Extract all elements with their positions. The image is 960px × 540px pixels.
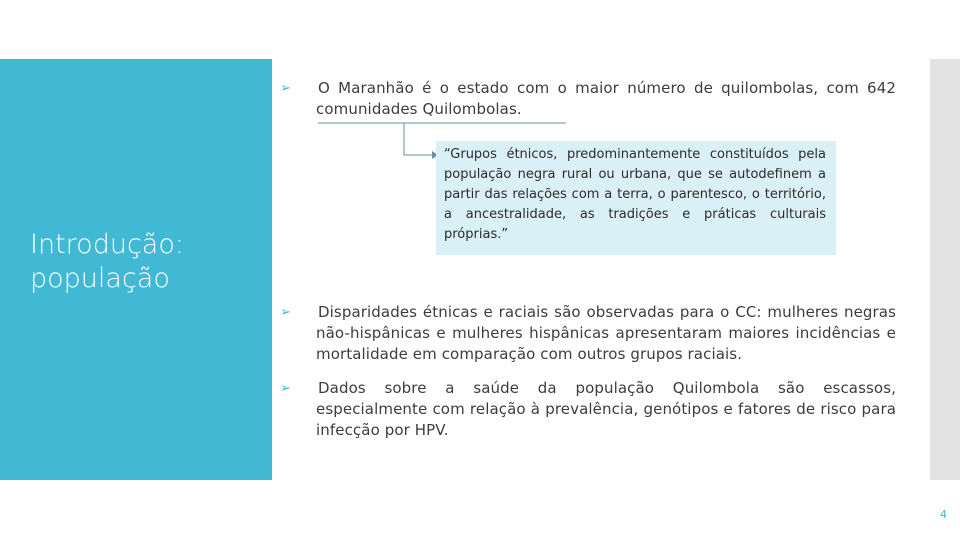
arrow-bullet-icon: ➢ — [280, 81, 291, 96]
quote-text: “Grupos étnicos, predominantemente constituídos pela população negra rural ou urbana, que se autodefinem a partir das relações com a terra, o parentesco, o território, a ancestralidade, as tradições e práticas culturais próprias.” — [444, 147, 826, 242]
bullet-text: Disparidades étnicas e raciais são observadas para o CC: mulheres negras não-hispânicas e mulheres hispânicas apresentaram maiores incidências e mortalidade em comparação com outros grupos raciais. — [316, 303, 896, 363]
bullet-text: Dados sobre a saúde da população Quilombola são escassos, especialmente com relação à prevalência, genótipos e fatores de risco para infecção por HPV. — [316, 379, 896, 439]
slide-title: Introdução: população — [30, 229, 184, 294]
bullet-item-dados — [280, 378, 896, 441]
arrow-bullet-icon: ➢ — [280, 381, 291, 396]
arrow-bullet-icon: ➢ — [280, 305, 291, 320]
page-number: 4 — [940, 508, 947, 521]
quote-box — [436, 141, 836, 255]
right-decor-strip — [930, 59, 960, 480]
bullet-item-disparidades — [280, 302, 896, 365]
bullet-item-maranhao — [280, 78, 896, 120]
connector-line — [404, 123, 432, 155]
bullet-text: O Maranhão é o estado com o maior número de quilombolas, com 642 comunidades Quilombolas. — [316, 79, 896, 118]
